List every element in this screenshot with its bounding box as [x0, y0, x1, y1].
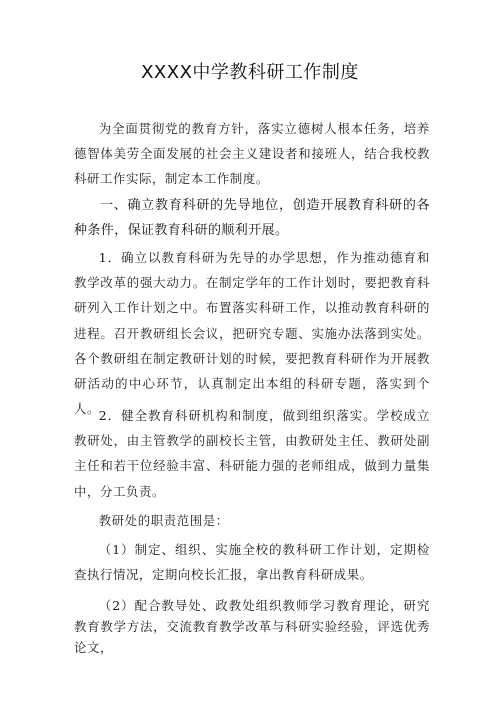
intro-paragraph: 为全面贯彻党的教育方针，落实立德树人根本任务，培养德智体美劳全面发展的社会主义建设者和接班人，结合我校教科研工作实际，制定本工作制度。	[74, 121, 430, 187]
item-paragraph: 2．健全教育科研机构和制度，做到组织落实。学校成立教研处，由主管教学的副校长主管，由教研处主任、教研处副主任和若干位经验丰富、科研能力强的老师组成，做到力量集中，分工负责。	[74, 408, 430, 499]
document-title: XXXX中学教科研工作制度	[141, 62, 359, 83]
duty-item: （2）配合教导处、政教处组织教师学习教育理论，研究教育教学方法，交流教育教学改革与科研实验经验，评选优秀论文，	[74, 598, 430, 655]
item-paragraph: 1．确立以教育科研为先导的办学思想，作为推动德育和教学改革的强大动力。在制定学年的工作计划时，要把教育科研列入工作计划之中。布置落实科研工作，以推动教育科研的进程。召开教研组长会议，把研究专题、实施办法落到实处。各个教研组在制定教研计划的时候，要把教育科研作为开展教研活动的中心环节，认真制定出本组的科研专题，落实到个人。	[74, 250, 430, 417]
duty-item: （1）制定、组织、实施全校的教科研工作计划，定期检查执行情况，定期向校长汇报，拿出教育科研成果。	[74, 542, 430, 583]
section-heading: 一、确立教育科研的先导地位，创造开展教育科研的各种条件，保证教育科研的顺利开展。	[74, 198, 430, 239]
duties-label: 教研处的职责范围是：	[98, 513, 229, 528]
